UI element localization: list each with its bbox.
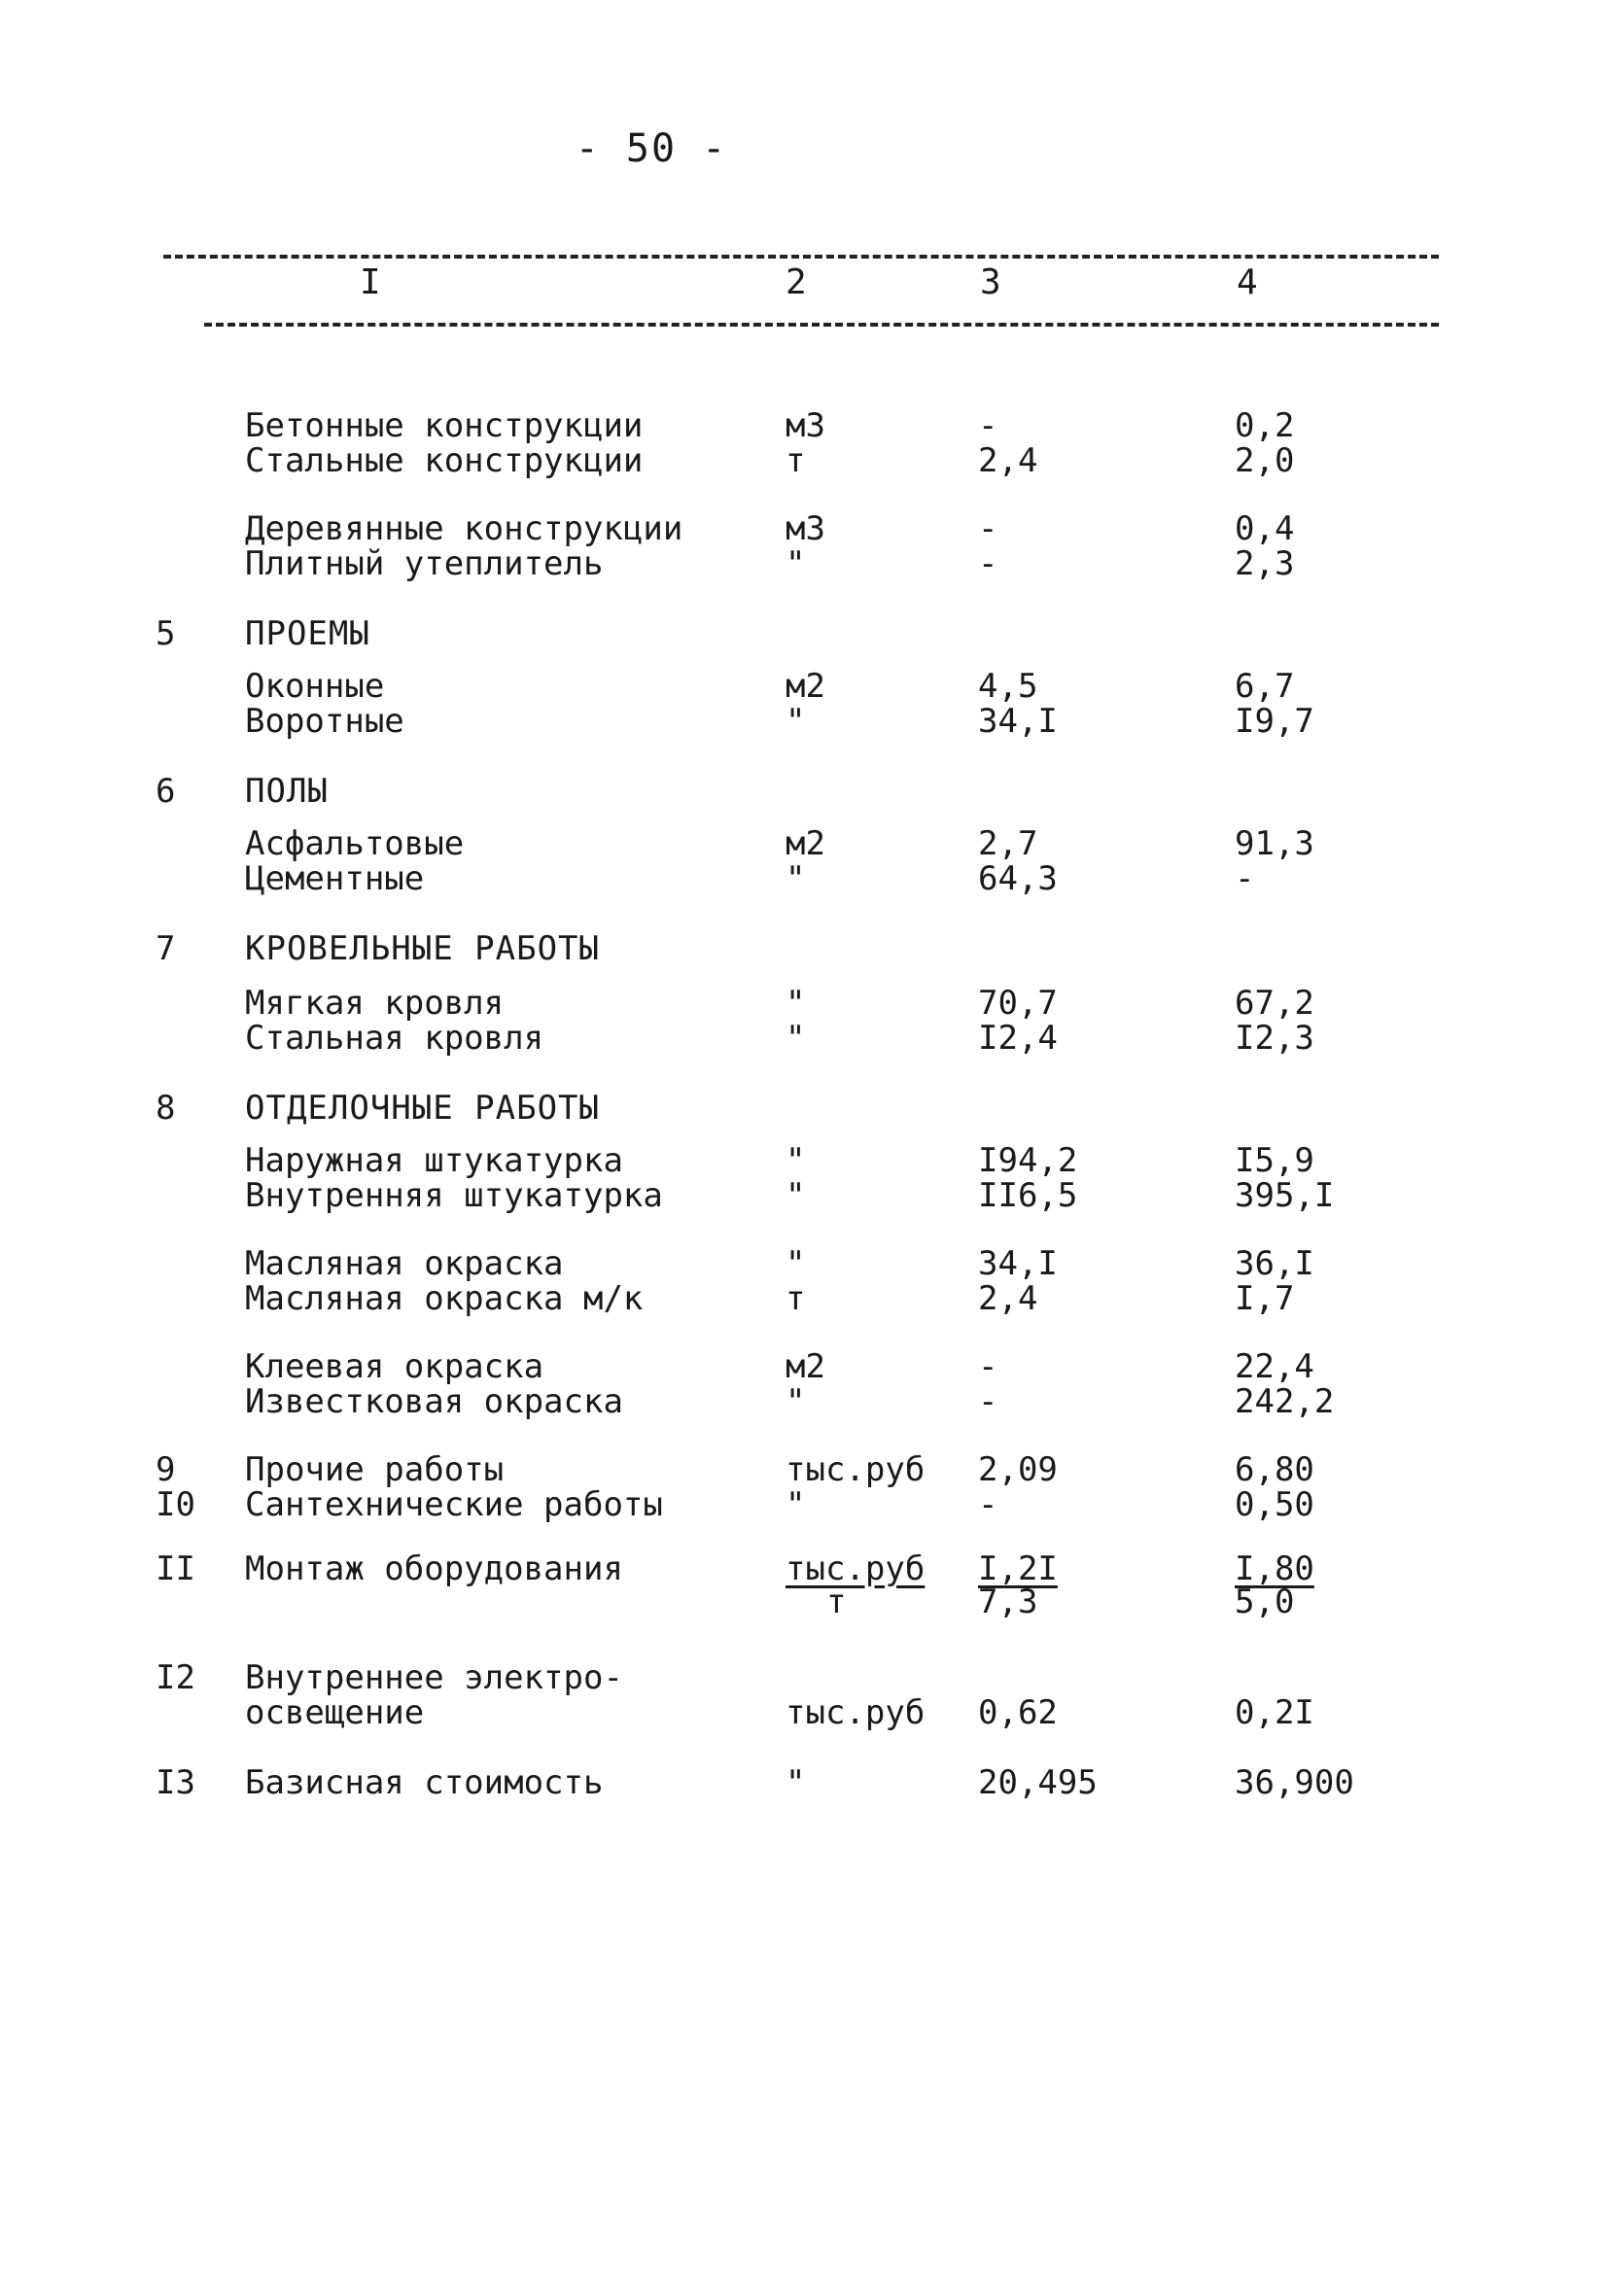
table-row <box>0 1551 1608 1586</box>
header-bottom-rule <box>204 323 1439 327</box>
row-unit: м3 <box>786 406 825 445</box>
table-row <box>0 1349 1608 1384</box>
row-value-4: 0,4 <box>1235 509 1295 548</box>
row-value-4: I5,9 <box>1235 1141 1314 1180</box>
table-row <box>0 1281 1608 1316</box>
table-row <box>0 1487 1608 1522</box>
table-row <box>0 546 1608 581</box>
section-title: КРОВЕЛЬНЫЕ РАБОТЫ <box>245 929 600 968</box>
table-row <box>0 1452 1608 1487</box>
row-unit-numerator: тыс.руб <box>786 1549 926 1588</box>
section-row <box>0 774 1608 809</box>
table-row <box>0 1695 1608 1730</box>
row-unit: " <box>786 544 806 583</box>
row-unit: т <box>786 1279 806 1318</box>
table-row <box>0 1246 1608 1281</box>
row-value-4: 6,7 <box>1235 667 1295 706</box>
row-unit: " <box>786 1019 806 1058</box>
row-value-3: 2,4 <box>978 1279 1038 1318</box>
row-unit: т <box>786 441 806 480</box>
row-name: Стальная кровля <box>245 1019 544 1058</box>
row-name: Прочие работы <box>245 1450 505 1489</box>
section-row <box>0 616 1608 651</box>
table-row <box>0 986 1608 1021</box>
header-top-rule <box>163 255 1439 259</box>
table-row <box>0 861 1608 896</box>
row-name: Оконные <box>245 667 385 706</box>
row-value-3: - <box>978 544 998 583</box>
row-name: Стальные конструкции <box>245 441 644 480</box>
row-unit: " <box>786 1176 806 1215</box>
column-header-2: 2 <box>786 262 807 302</box>
row-unit: " <box>786 859 806 898</box>
row-value-3: II6,5 <box>978 1176 1078 1215</box>
row-value-3: 2,4 <box>978 441 1038 480</box>
row-name: Внутреннее электро- <box>245 1658 623 1697</box>
table-row <box>0 1178 1608 1213</box>
row-unit: " <box>786 1763 806 1802</box>
row-value-4: - <box>1235 859 1255 898</box>
row-number: 9 <box>156 1450 176 1489</box>
column-header-4: 4 <box>1237 262 1258 302</box>
row-value-4: 36,900 <box>1235 1763 1354 1802</box>
row-name: Клеевая окраска <box>245 1347 544 1386</box>
row-value-3: I94,2 <box>978 1141 1078 1180</box>
row-number: I0 <box>156 1485 195 1524</box>
row-name: Внутренняя штукатурка <box>245 1176 663 1215</box>
row-value-3: 20,495 <box>978 1763 1098 1802</box>
row-value-4: I2,3 <box>1235 1019 1314 1058</box>
table-row <box>0 1021 1608 1056</box>
row-name: Мягкая кровля <box>245 984 505 1023</box>
row-name: Воротные <box>245 702 404 741</box>
row-value-4: 0,50 <box>1235 1485 1314 1524</box>
row-value-3: 4,5 <box>978 667 1038 706</box>
column-header-row <box>0 262 1608 311</box>
table-row <box>0 511 1608 546</box>
section-row <box>0 1091 1608 1126</box>
row-value-4: 22,4 <box>1235 1347 1314 1386</box>
row-value-4: I9,7 <box>1235 702 1314 741</box>
row-name: Масляная окраска м/к <box>245 1279 644 1318</box>
row-name: Известковая окраска <box>245 1382 623 1421</box>
row-name: Наружная штукатурка <box>245 1141 623 1180</box>
row-value-4: 6,80 <box>1235 1450 1314 1489</box>
row-number: I3 <box>156 1763 195 1802</box>
row-unit: " <box>786 1244 806 1283</box>
row-value-4: 0,2I <box>1235 1693 1314 1732</box>
row-value-3: - <box>978 1347 998 1386</box>
row-value-3: I2,4 <box>978 1019 1058 1058</box>
row-value-3: - <box>978 1382 998 1421</box>
row-unit: м2 <box>786 667 825 706</box>
row-name: Плитный утеплитель <box>245 544 604 583</box>
column-header-1: I <box>360 262 381 302</box>
section-title: ПОЛЫ <box>245 772 329 811</box>
table-row <box>0 1765 1608 1800</box>
row-value-4: 36,I <box>1235 1244 1314 1283</box>
row-value-3: 0,62 <box>978 1693 1058 1732</box>
row-unit: м2 <box>786 824 825 863</box>
row-name: Базисная стоимость <box>245 1763 604 1802</box>
row-value-3: 64,3 <box>978 859 1058 898</box>
row-value-3: 34,I <box>978 1244 1058 1283</box>
row-value-4: 2,0 <box>1235 441 1295 480</box>
row-name: Асфальтовые <box>245 824 465 863</box>
row-value-3: - <box>978 406 998 445</box>
section-number: 8 <box>156 1089 177 1128</box>
table-row <box>0 1384 1608 1419</box>
table-row <box>0 826 1608 861</box>
table-row <box>0 704 1608 739</box>
row-value-3: 34,I <box>978 702 1058 741</box>
table-row-denominator <box>0 1584 1608 1619</box>
row-unit: " <box>786 1485 806 1524</box>
row-value-3-denominator: 7,3 <box>978 1583 1038 1621</box>
table-row <box>0 669 1608 704</box>
row-name: Бетонные конструкции <box>245 406 644 445</box>
row-value-4: 242,2 <box>1235 1382 1335 1421</box>
row-name: Цементные <box>245 859 425 898</box>
table-row <box>0 408 1608 443</box>
table-row <box>0 443 1608 478</box>
row-number: I2 <box>156 1658 195 1697</box>
table-row <box>0 1143 1608 1178</box>
section-number: 6 <box>156 772 177 811</box>
row-value-4: 91,3 <box>1235 824 1314 863</box>
section-number: 5 <box>156 614 177 653</box>
table-row <box>0 1660 1608 1695</box>
row-unit: " <box>786 984 806 1023</box>
row-name: Монтаж оборудования <box>245 1549 623 1588</box>
row-value-4-numerator: I,80 <box>1235 1549 1314 1588</box>
row-value-3-numerator: I,2I <box>978 1549 1058 1588</box>
row-unit: тыс.руб <box>786 1693 926 1732</box>
row-value-4: 0,2 <box>1235 406 1295 445</box>
row-value-4: 395,I <box>1235 1176 1335 1215</box>
row-unit: м2 <box>786 1347 825 1386</box>
row-value-3: 2,09 <box>978 1450 1058 1489</box>
row-number: II <box>156 1549 195 1588</box>
row-name: освещение <box>245 1693 425 1732</box>
row-unit: " <box>786 1382 806 1421</box>
row-name: Деревянные конструкции <box>245 509 683 548</box>
row-value-3: - <box>978 1485 998 1524</box>
row-value-4: 2,3 <box>1235 544 1295 583</box>
section-row <box>0 931 1608 966</box>
row-unit: м3 <box>786 509 825 548</box>
row-value-3: 70,7 <box>978 984 1058 1023</box>
row-unit-denominator: т <box>826 1583 847 1621</box>
section-number: 7 <box>156 929 177 968</box>
section-title: ПРОЕМЫ <box>245 614 370 653</box>
section-title: ОТДЕЛОЧНЫЕ РАБОТЫ <box>245 1089 600 1128</box>
row-name: Сантехнические работы <box>245 1485 663 1524</box>
row-value-4: I,7 <box>1235 1279 1295 1318</box>
row-unit: тыс.руб <box>786 1450 926 1489</box>
row-name: Масляная окраска <box>245 1244 564 1283</box>
row-value-3: 2,7 <box>978 824 1038 863</box>
row-value-3: - <box>978 509 998 548</box>
row-value-4: 67,2 <box>1235 984 1314 1023</box>
row-unit: " <box>786 1141 806 1180</box>
row-unit: " <box>786 702 806 741</box>
row-value-4-denominator: 5,0 <box>1235 1583 1295 1621</box>
column-header-3: 3 <box>980 262 1001 302</box>
page-number: - 50 - <box>575 126 728 171</box>
